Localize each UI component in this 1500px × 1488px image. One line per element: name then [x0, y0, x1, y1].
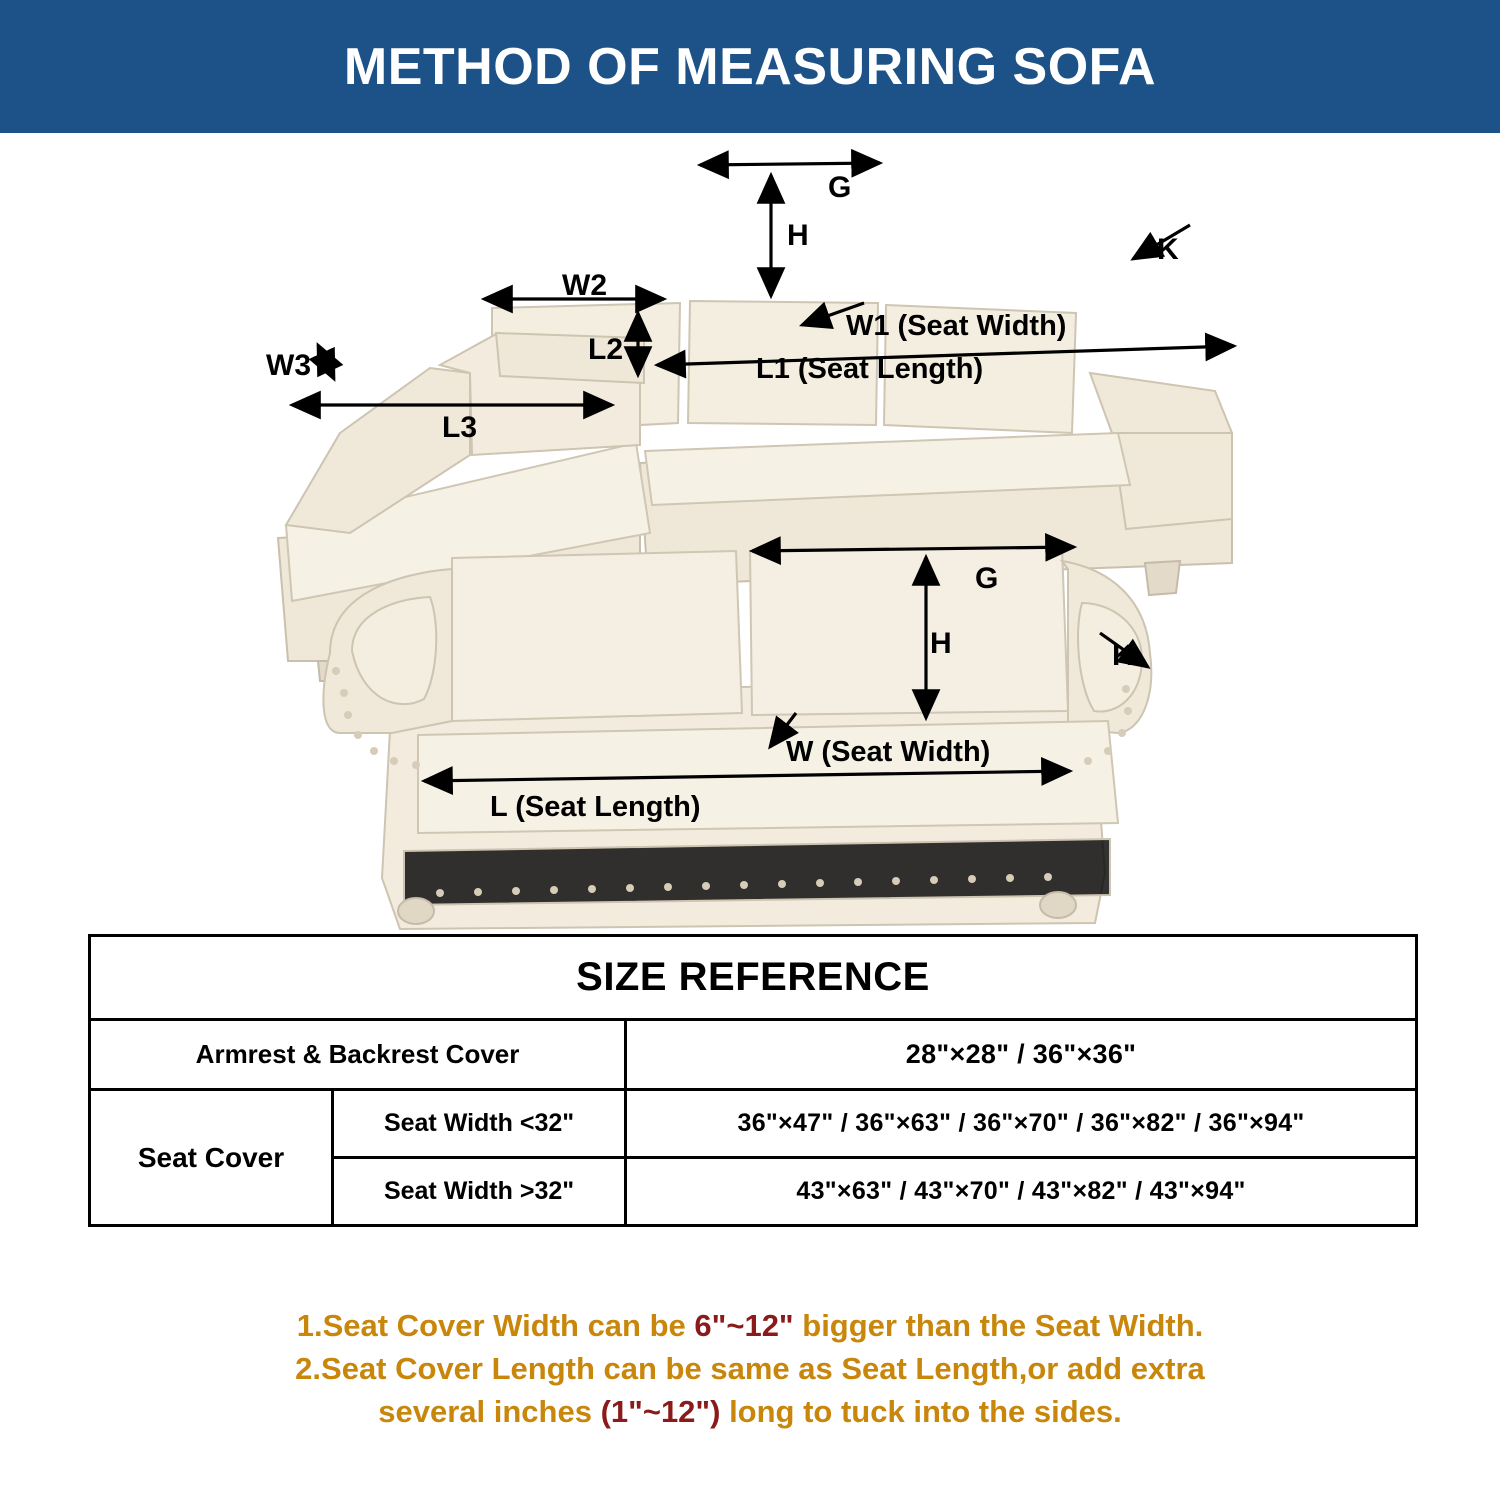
note-line-3: [0, 1391, 1500, 1434]
page-title: METHOD OF MEASURING SOFA: [343, 37, 1157, 96]
table-row: [90, 1020, 1417, 1090]
armrest-backrest-label: Armrest & Backrest Cover: [90, 1020, 626, 1090]
seat-width-over-32-label: Seat Width >32": [333, 1158, 626, 1226]
seat-width-over-32-value: 43"×63" / 43"×70" / 43"×82" / 43"×94": [626, 1158, 1417, 1226]
label-k-sectional: K: [1157, 233, 1179, 266]
standard-sofa-illustration: [323, 547, 1151, 929]
table-row: [90, 1090, 1417, 1158]
label-l2-sectional: L2: [588, 333, 624, 366]
label-h-standard: H: [930, 627, 952, 660]
label-w1-sectional: W1 (Seat Width): [846, 310, 1067, 342]
seat-width-under-32-value: 36"×47" / 36"×63" / 36"×70" / 36"×82" / 36"×94": [626, 1090, 1417, 1158]
label-g-standard: G: [975, 562, 999, 595]
label-l-standard: L (Seat Length): [490, 791, 701, 823]
note-1-highlight: 6"~12": [694, 1308, 794, 1343]
label-k-standard: K: [1112, 639, 1134, 672]
note-1-text-b: bigger than the Seat Width.: [793, 1308, 1204, 1343]
note-3-text-a: several inches: [378, 1393, 601, 1429]
seat-cover-label: Seat Cover: [90, 1090, 333, 1226]
label-h-sectional: H: [787, 219, 809, 252]
armrest-backrest-value: 28"×28" / 36"×36": [626, 1020, 1417, 1090]
note-line-1: [0, 1305, 1500, 1348]
label-w2-sectional: W2: [562, 269, 607, 302]
note-line-2: 2.Seat Cover Length can be same as Seat Length,or add extra: [295, 1350, 1205, 1386]
label-w-standard: W (Seat Width): [786, 736, 991, 768]
page-header: [0, 0, 1500, 133]
size-reference-title: SIZE REFERENCE: [90, 936, 1417, 1020]
table-row-title: [90, 936, 1417, 1020]
note-1-text-a: 1.Seat Cover Width can be: [296, 1308, 695, 1343]
size-reference-table: [88, 934, 1418, 1227]
label-w3-sectional: W3: [266, 349, 311, 382]
label-l1-sectional: L1 (Seat Length): [756, 353, 984, 385]
seat-width-under-32-label: Seat Width <32": [333, 1090, 626, 1158]
note-3-highlight: (1"~12"): [600, 1393, 721, 1429]
label-l3-sectional: L3: [442, 411, 478, 444]
notes-section: [0, 1305, 1500, 1434]
note-3-text-b: long to tuck into the sides.: [720, 1393, 1122, 1429]
measurement-diagram: [0, 133, 1500, 933]
label-g-sectional: G: [828, 171, 852, 204]
